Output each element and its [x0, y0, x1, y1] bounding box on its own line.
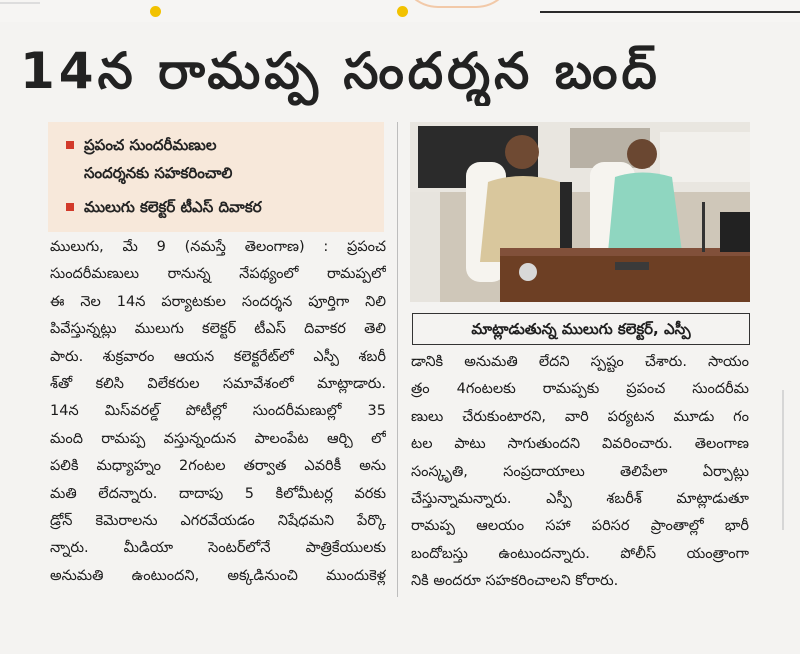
- headline: 14న రామప్ప సందర్శన బంద్: [20, 42, 661, 100]
- text-line: పివేస్తున్నట్లు ములుగు కలెక్టర్ టీఎస్ దివాకర తెలి: [50, 321, 386, 338]
- text-line: ములుగు, మే 9 (నమస్తే తెలంగాణ) : ప్రపంచ: [50, 239, 386, 255]
- text-line-last: నికి అందరూ సహకరించాలని కోరారు.: [411, 573, 619, 590]
- press-meet-photo: [410, 122, 750, 302]
- text-line: శ్‌తో కలిసి విలేకరుల సమావేశంలో మాట్లాడారు.: [50, 376, 386, 393]
- text-line: సుందరీమణులు రానున్న నేపథ్యంలో రామప్పలో: [50, 266, 386, 283]
- text-line: అనుమతి ఉంటుందని, అక్కడినుంచి ముందుకెళ్ల: [50, 567, 386, 584]
- text-line: టల పాటు సాగుతుందని వివరించారు. తెలంగాణ: [411, 436, 749, 453]
- yellow-dot-icon: [150, 6, 161, 17]
- header-rule: [540, 11, 800, 13]
- column-divider: [397, 122, 398, 597]
- text-line: ణులు చేరుకుంటారని, వారి పర్యటన మూడు గం: [411, 408, 749, 425]
- text-line: రామప్ప ఆలయం సహా పరిసర ప్రాంతాల్లో భారీ: [411, 518, 749, 535]
- text-line: బందోబస్తు ఉంటుందన్నారు. పోలీస్ యంత్రాంగా: [411, 545, 749, 562]
- text-line: మతి లేదన్నారు. దాదాపు 5 కిలోమీటర్ల వరకు: [50, 485, 386, 502]
- text-line: పలికి మధ్యాహ్నం 2గంటల తర్వాత ఎవరికీ అను: [50, 458, 386, 475]
- text-line: ఈ నెల 14న పర్యాటకుల సందర్శన పూర్తిగా నిలి: [50, 293, 386, 310]
- text-line: 14న మిస్‌వరల్డ్ పోటీల్లో సుందరీమణుల్లో 35: [50, 403, 386, 420]
- article-body-right-column: [411, 349, 749, 595]
- news-photo: [410, 122, 750, 302]
- yellow-dot-icon: [397, 6, 408, 17]
- text-line: త్రం 4గంటలకు రామప్పకు ప్రపంచ సుందరీమ: [411, 381, 749, 398]
- decorative-rule: [0, 2, 40, 4]
- text-line: సంస్కృతి, సంప్రదాయాలు తెలిపేలా ఏర్పాట్లు: [411, 463, 749, 480]
- decorative-arc: [400, 0, 514, 8]
- page-edge-rule: [782, 390, 784, 530]
- masthead-strip: [0, 0, 800, 22]
- text-line: చేస్తున్నామన్నారు. ఎస్పీ శబరీశ్ మాట్లాడుతూ: [411, 491, 749, 508]
- highlights-box: ప్రపంచ సుందరీమణుల సందర్శనకు సహకరించాలి ములుగు కలెక్టర్ టీఎస్ దివాకర: [48, 122, 384, 232]
- text-line: మంది రామప్ప వస్తున్నందున పాలంపేట ఆర్చి లో: [50, 430, 386, 447]
- bullet-icon: [66, 141, 74, 149]
- text-line: న్నారు. మీడియా సెంటర్‌లోనే పాత్రికేయులకు: [50, 540, 386, 557]
- text-line: డానికి అనుమతి లేదని స్పష్టం చేశారు. సాయం: [411, 354, 749, 370]
- bullet-icon: [66, 203, 74, 211]
- photo-caption: మాట్లాడుతున్న ములుగు కలెక్టర్, ఎస్పీ: [412, 313, 750, 345]
- article-body-left-column: [50, 234, 386, 600]
- text-line: డ్రోన్ కెమెరాలను ఎగరవేయడం నిషేధమని పేర్కొ: [50, 513, 386, 530]
- text-line: పారు. శుక్రవారం ఆయన కలెక్టరేట్‌లో ఎస్పీ శబరీ: [50, 348, 386, 365]
